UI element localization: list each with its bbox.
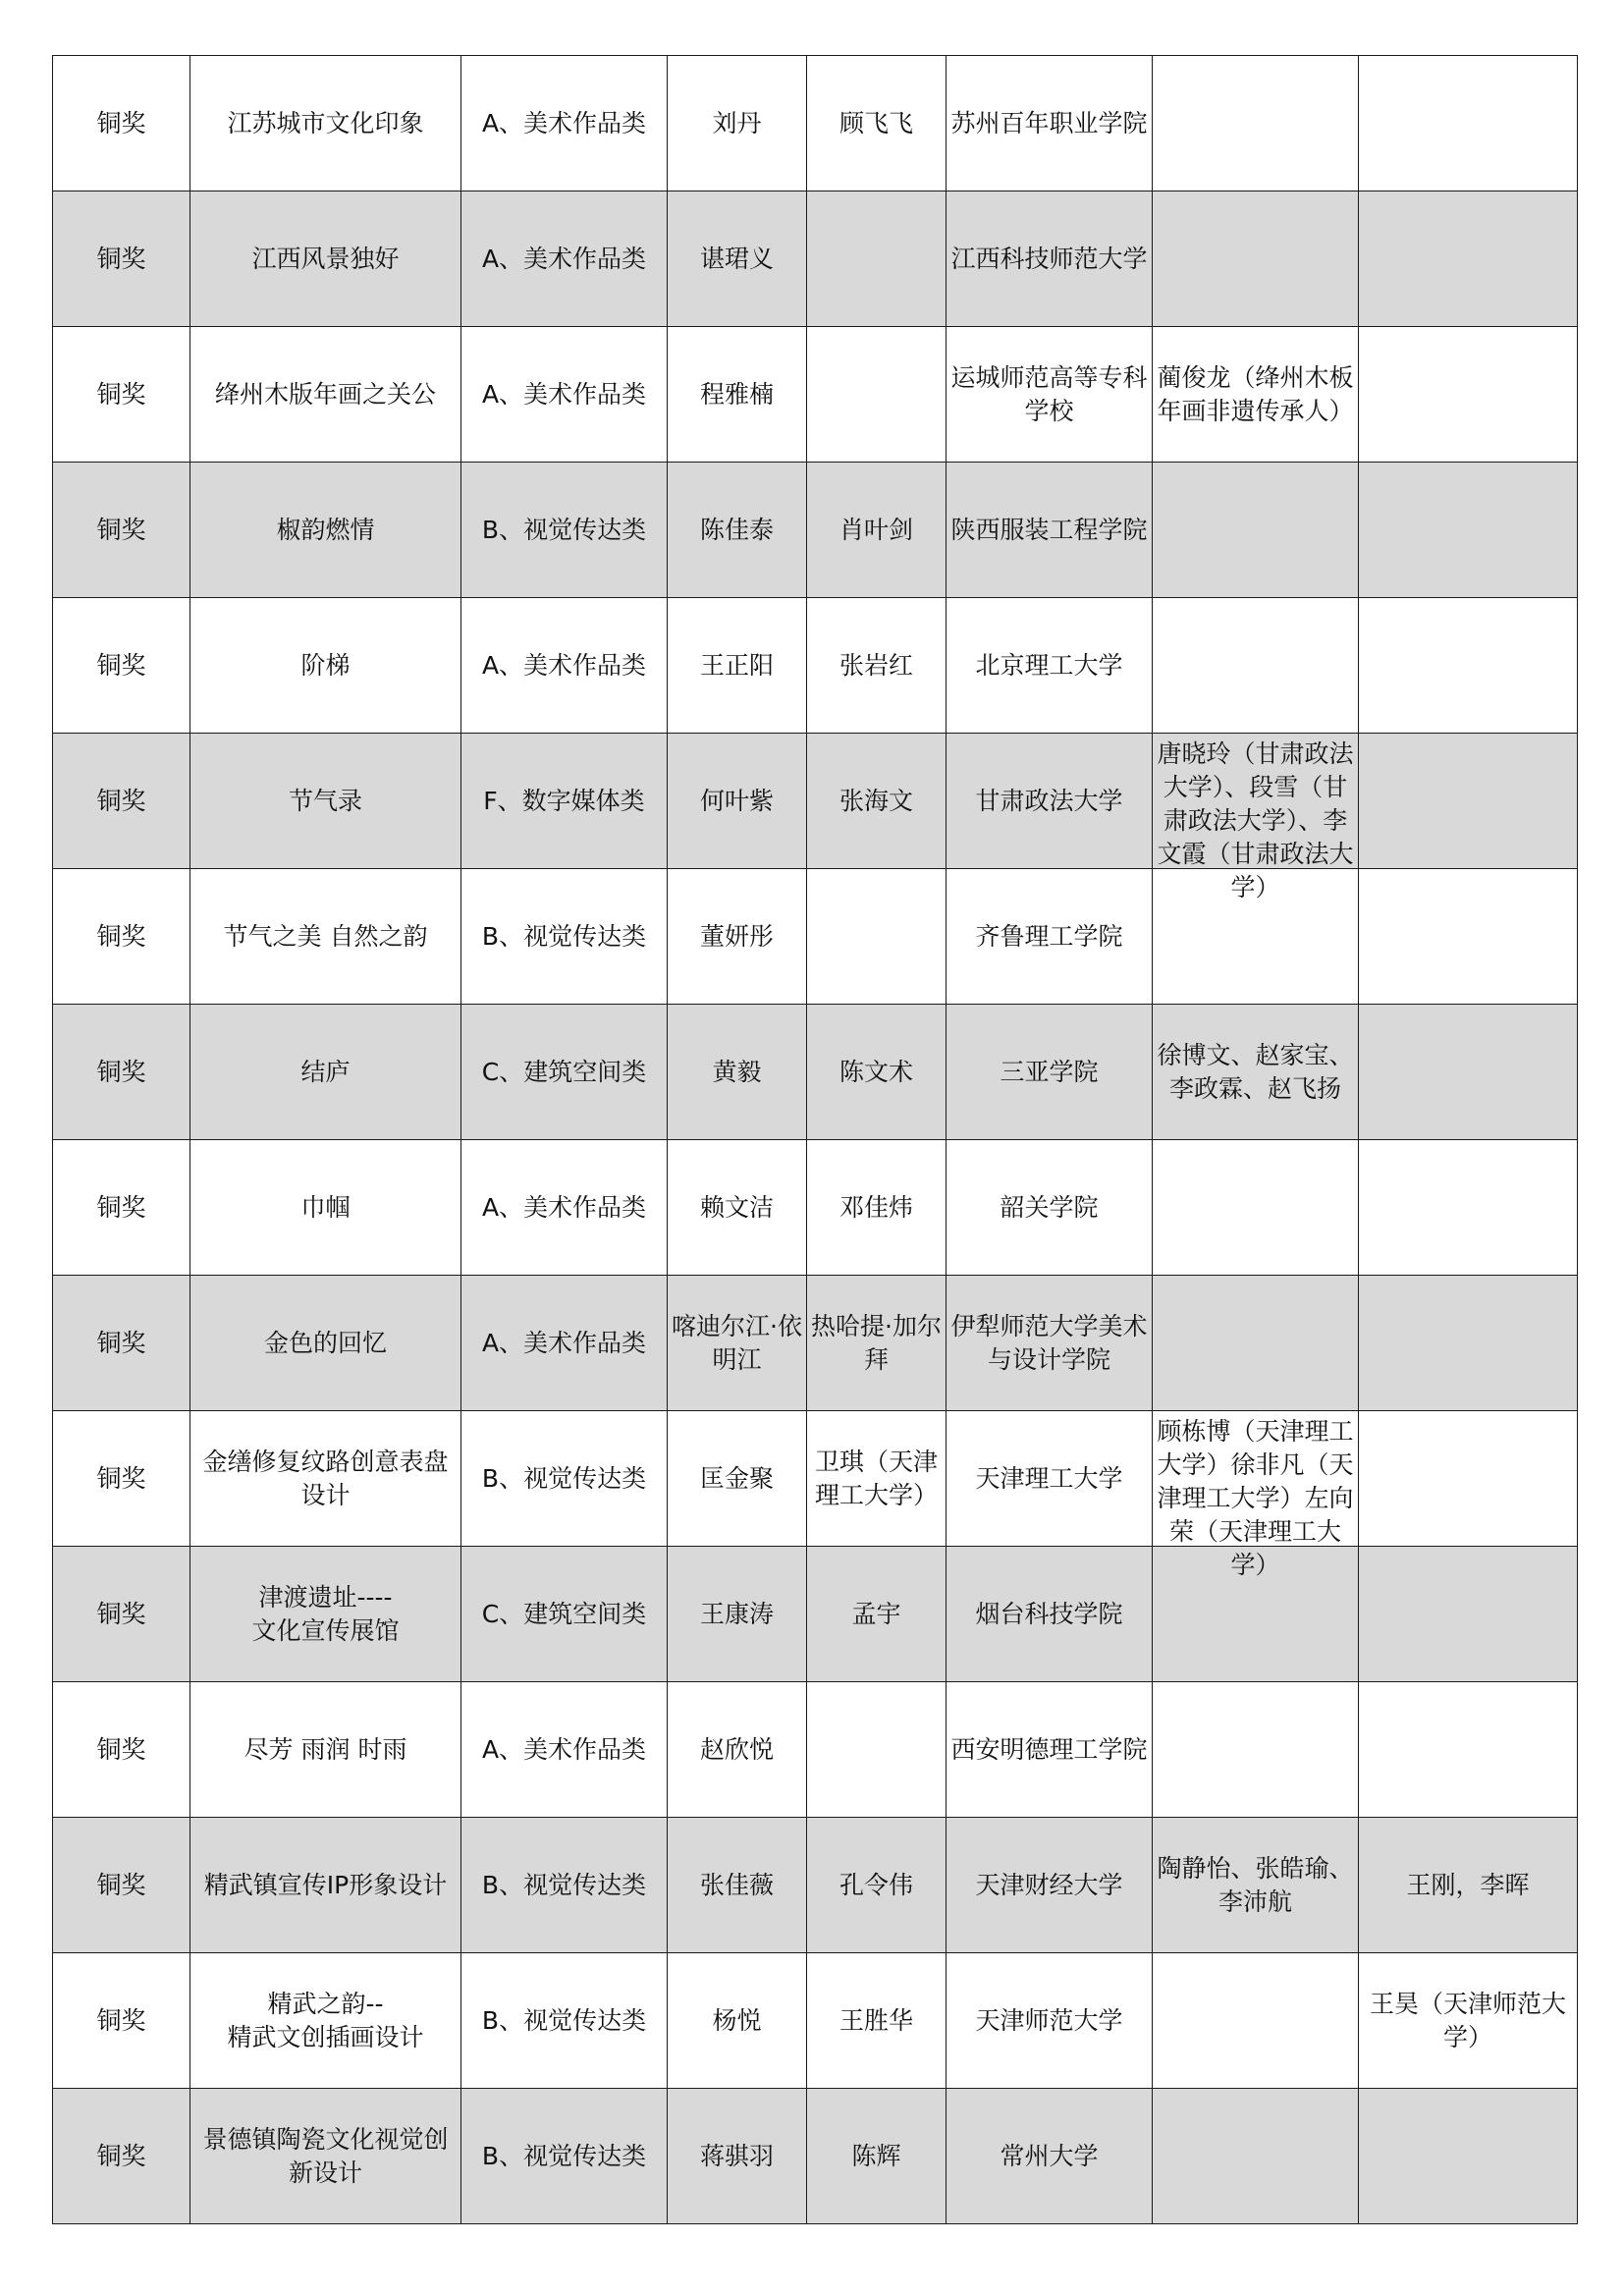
members-cell	[1153, 2089, 1359, 2224]
school-cell-text: 北京理工大学	[975, 650, 1123, 680]
title-cell	[190, 2089, 461, 2224]
other-advisors-cell	[1359, 1140, 1578, 1276]
author-cell-text: 王康涛	[699, 1599, 774, 1628]
award-cell-text: 铜奖	[96, 786, 146, 815]
school-cell	[947, 734, 1153, 869]
other-advisors-cell	[1359, 2089, 1578, 2224]
other-advisors-cell	[1359, 327, 1578, 463]
title-cell	[190, 598, 461, 734]
category-cell-text: A、美术作品类	[481, 1328, 647, 1357]
award-cell-text: 铜奖	[96, 108, 146, 137]
advisor-cell	[807, 191, 947, 327]
members-cell	[1153, 598, 1359, 734]
school-cell-text: 烟台科技学院	[975, 1599, 1123, 1628]
table-row	[53, 327, 1578, 463]
advisor-cell	[807, 869, 947, 1005]
title-cell	[190, 1818, 461, 1953]
title-cell-text: 阶梯	[300, 650, 351, 680]
award-cell	[53, 598, 190, 734]
title-cell	[190, 1140, 461, 1276]
advisor-cell	[807, 463, 947, 598]
category-cell-text: B、视觉传达类	[481, 1463, 647, 1493]
advisor-cell-text: 孔令伟	[839, 1870, 913, 1899]
author-cell-text: 刘丹	[712, 108, 762, 137]
other-advisors-cell	[1359, 191, 1578, 327]
author-cell	[668, 191, 807, 327]
other-advisors-cell	[1359, 869, 1578, 1005]
school-cell-text: 西安明德理工学院	[950, 1734, 1148, 1764]
award-cell-text: 铜奖	[96, 2005, 146, 2035]
category-cell-text: A、美术作品类	[481, 650, 647, 680]
title-cell-text: 江西风景独好	[251, 244, 400, 273]
author-cell-text: 赖文洁	[699, 1192, 774, 1222]
advisor-cell	[807, 1953, 947, 2089]
school-cell-text: 运城师范高等专科学校	[950, 362, 1148, 425]
award-cell-text: 铜奖	[96, 379, 146, 409]
category-cell-text: B、视觉传达类	[481, 2005, 647, 2035]
title-cell	[190, 1547, 461, 1682]
school-cell	[947, 191, 1153, 327]
author-cell	[668, 1818, 807, 1953]
members-cell	[1153, 1005, 1359, 1140]
table-row	[53, 1682, 1578, 1818]
awards-table-body	[53, 56, 1578, 2224]
title-cell-text: 江苏城市文化印象	[227, 108, 424, 137]
advisor-cell-text: 王胜华	[839, 2005, 913, 2035]
award-cell-text: 铜奖	[96, 515, 146, 544]
award-cell	[53, 191, 190, 327]
members-cell-text: 蔺俊龙（绛州木板年画非遗传承人）	[1157, 362, 1354, 425]
table-row	[53, 734, 1578, 869]
school-cell	[947, 2089, 1153, 2224]
advisor-cell	[807, 56, 947, 191]
advisor-cell	[807, 1547, 947, 1682]
author-cell	[668, 1682, 807, 1818]
advisor-cell-text: 孟宇	[851, 1599, 901, 1628]
title-cell	[190, 1411, 461, 1547]
category-cell	[461, 327, 668, 463]
award-cell-text: 铜奖	[96, 1599, 146, 1628]
award-cell	[53, 1953, 190, 2089]
category-cell	[461, 1547, 668, 1682]
other-advisors-cell-text: 王昊（天津师范大学）	[1369, 1989, 1566, 2051]
advisor-cell	[807, 1140, 947, 1276]
table-row	[53, 1005, 1578, 1140]
other-advisors-cell	[1359, 1411, 1578, 1547]
award-cell	[53, 1818, 190, 1953]
school-cell-text: 陕西服装工程学院	[950, 515, 1148, 544]
advisor-cell	[807, 1682, 947, 1818]
other-advisors-cell	[1359, 598, 1578, 734]
category-cell	[461, 56, 668, 191]
school-cell-text: 天津财经大学	[975, 1870, 1123, 1899]
advisor-cell	[807, 734, 947, 869]
author-cell-text: 匡金聚	[699, 1463, 774, 1493]
other-advisors-cell	[1359, 1953, 1578, 2089]
members-cell	[1153, 1953, 1359, 2089]
author-cell-text: 喀迪尔江·依明江	[672, 1311, 802, 1374]
author-cell	[668, 327, 807, 463]
title-cell-text: 金色的回忆	[263, 1328, 387, 1357]
table-row	[53, 869, 1578, 1005]
school-cell	[947, 869, 1153, 1005]
award-cell	[53, 1682, 190, 1818]
award-cell-text: 铜奖	[96, 2141, 146, 2170]
school-cell	[947, 1547, 1153, 1682]
category-cell	[461, 2089, 668, 2224]
title-cell-text: 椒韵燃情	[276, 515, 375, 544]
award-cell	[53, 327, 190, 463]
school-cell-text: 天津理工大学	[975, 1463, 1123, 1493]
school-cell	[947, 598, 1153, 734]
title-cell	[190, 1953, 461, 2089]
category-cell	[461, 598, 668, 734]
school-cell-text: 三亚学院	[1000, 1057, 1099, 1086]
category-cell	[461, 1682, 668, 1818]
title-cell-text: 金缮修复纹路创意表盘设计	[202, 1447, 449, 1509]
category-cell-text: F、数字媒体类	[483, 786, 645, 815]
author-cell-text: 张佳薇	[699, 1870, 774, 1899]
other-advisors-cell-text: 王刚，李晖	[1406, 1870, 1530, 1899]
advisor-cell-text: 邓佳炜	[839, 1192, 913, 1222]
author-cell	[668, 1276, 807, 1411]
category-cell-text: C、建筑空间类	[481, 1057, 647, 1086]
advisor-cell-text: 卫琪（天津理工大学）	[814, 1447, 938, 1509]
other-advisors-cell	[1359, 56, 1578, 191]
other-advisors-cell	[1359, 463, 1578, 598]
table-row	[53, 1411, 1578, 1547]
other-advisors-cell	[1359, 1682, 1578, 1818]
category-cell-text: B、视觉传达类	[481, 921, 647, 951]
advisor-cell	[807, 598, 947, 734]
category-cell	[461, 1276, 668, 1411]
school-cell	[947, 1411, 1153, 1547]
school-cell	[947, 1953, 1153, 2089]
category-cell-text: A、美术作品类	[481, 379, 647, 409]
category-cell	[461, 1411, 668, 1547]
author-cell-text: 蒋骐羽	[699, 2141, 774, 2170]
category-cell	[461, 869, 668, 1005]
category-cell-text: A、美术作品类	[481, 108, 647, 137]
award-cell	[53, 1411, 190, 1547]
school-cell-text: 常州大学	[1000, 2141, 1099, 2170]
table-row	[53, 1818, 1578, 1953]
other-advisors-cell	[1359, 1547, 1578, 1682]
school-cell	[947, 1276, 1153, 1411]
title-cell	[190, 1005, 461, 1140]
table-row	[53, 598, 1578, 734]
author-cell-text: 王正阳	[699, 650, 774, 680]
author-cell-text: 程雅楠	[699, 379, 774, 409]
school-cell-text: 韶关学院	[1000, 1192, 1099, 1222]
title-cell-text: 津渡遗址---- 文化宣传展馆	[251, 1582, 400, 1645]
other-advisors-cell	[1359, 734, 1578, 869]
title-cell	[190, 1276, 461, 1411]
award-cell	[53, 869, 190, 1005]
title-cell	[190, 869, 461, 1005]
category-cell	[461, 1818, 668, 1953]
table-row	[53, 1276, 1578, 1411]
members-cell	[1153, 191, 1359, 327]
advisor-cell	[807, 327, 947, 463]
award-cell-text: 铜奖	[96, 1057, 146, 1086]
school-cell-text: 天津师范大学	[975, 2005, 1123, 2035]
table-row	[53, 1547, 1578, 1682]
award-cell-text: 铜奖	[96, 1328, 146, 1357]
author-cell	[668, 1005, 807, 1140]
author-cell	[668, 734, 807, 869]
school-cell	[947, 327, 1153, 463]
award-cell	[53, 1005, 190, 1140]
title-cell	[190, 56, 461, 191]
category-cell-text: A、美术作品类	[481, 244, 647, 273]
title-cell	[190, 734, 461, 869]
advisor-cell	[807, 1276, 947, 1411]
school-cell	[947, 56, 1153, 191]
members-cell	[1153, 56, 1359, 191]
advisor-cell-text: 陈辉	[851, 2141, 901, 2170]
author-cell-text: 董妍彤	[699, 921, 774, 951]
members-cell-text: 陶静怡、张皓瑜、李沛航	[1157, 1853, 1354, 1916]
members-cell	[1153, 327, 1359, 463]
title-cell-text: 绛州木版年画之关公	[214, 379, 436, 409]
author-cell-text: 何叶紫	[699, 786, 774, 815]
author-cell-text: 黄毅	[712, 1057, 762, 1086]
title-cell-text: 精武之韵-- 精武文创插画设计	[227, 1989, 424, 2051]
award-cell	[53, 463, 190, 598]
advisor-cell-text: 热哈提·加尔拜	[811, 1311, 942, 1374]
school-cell	[947, 1140, 1153, 1276]
members-cell-text: 唐晓玲（甘肃政法大学）、段雪（甘肃政法大学）、李文霞（甘肃政法大学）	[1157, 738, 1354, 902]
members-cell	[1153, 1411, 1359, 1579]
category-cell	[461, 463, 668, 598]
title-cell	[190, 191, 461, 327]
advisor-cell-text: 肖叶剑	[839, 515, 913, 544]
school-cell	[947, 1005, 1153, 1140]
advisor-cell	[807, 1005, 947, 1140]
school-cell-text: 苏州百年职业学院	[950, 108, 1148, 137]
members-cell-text: 徐博文、赵家宝、李政霖、赵飞扬	[1157, 1040, 1354, 1103]
author-cell	[668, 56, 807, 191]
advisor-cell	[807, 1411, 947, 1547]
author-cell-text: 谌珺义	[699, 244, 774, 273]
table-row	[53, 191, 1578, 327]
advisor-cell-text: 张岩红	[839, 650, 913, 680]
members-cell	[1153, 734, 1359, 902]
title-cell-text: 精武镇宣传IP形象设计	[203, 1870, 448, 1899]
members-cell	[1153, 1818, 1359, 1953]
category-cell	[461, 734, 668, 869]
table-row	[53, 56, 1578, 191]
category-cell	[461, 1953, 668, 2089]
title-cell-text: 尽芳 雨润 时雨	[243, 1734, 407, 1764]
awards-table	[52, 55, 1578, 2224]
award-cell-text: 铜奖	[96, 244, 146, 273]
author-cell	[668, 1411, 807, 1547]
title-cell-text: 巾帼	[300, 1192, 351, 1222]
school-cell	[947, 463, 1153, 598]
award-cell	[53, 1276, 190, 1411]
award-cell-text: 铜奖	[96, 1463, 146, 1493]
award-cell	[53, 1140, 190, 1276]
advisor-cell-text: 顾飞飞	[839, 108, 913, 137]
category-cell-text: A、美术作品类	[481, 1734, 647, 1764]
award-cell	[53, 2089, 190, 2224]
category-cell-text: B、视觉传达类	[481, 1870, 647, 1899]
table-row	[53, 1953, 1578, 2089]
title-cell	[190, 1682, 461, 1818]
members-cell	[1153, 1140, 1359, 1276]
author-cell	[668, 1140, 807, 1276]
category-cell-text: A、美术作品类	[481, 1192, 647, 1222]
category-cell	[461, 1005, 668, 1140]
award-cell-text: 铜奖	[96, 921, 146, 951]
school-cell-text: 伊犁师范大学美术与设计学院	[950, 1311, 1148, 1374]
school-cell	[947, 1818, 1153, 1953]
award-cell-text: 铜奖	[96, 1870, 146, 1899]
school-cell-text: 甘肃政法大学	[975, 786, 1123, 815]
other-advisors-cell	[1359, 1276, 1578, 1411]
other-advisors-cell	[1359, 1818, 1578, 1953]
award-cell-text: 铜奖	[96, 1734, 146, 1764]
award-cell-text: 铜奖	[96, 1192, 146, 1222]
award-cell	[53, 734, 190, 869]
award-cell	[53, 1547, 190, 1682]
category-cell	[461, 191, 668, 327]
title-cell	[190, 327, 461, 463]
members-cell	[1153, 1682, 1359, 1818]
other-advisors-cell	[1359, 1005, 1578, 1140]
table-row	[53, 1140, 1578, 1276]
author-cell-text: 赵欣悦	[699, 1734, 774, 1764]
title-cell-text: 结庐	[300, 1057, 351, 1086]
school-cell	[947, 1682, 1153, 1818]
author-cell	[668, 2089, 807, 2224]
title-cell-text: 节气之美 自然之韵	[223, 921, 428, 951]
author-cell	[668, 1547, 807, 1682]
author-cell	[668, 598, 807, 734]
author-cell	[668, 1953, 807, 2089]
members-cell	[1153, 463, 1359, 598]
category-cell-text: C、建筑空间类	[481, 1599, 647, 1628]
advisor-cell-text: 张海文	[839, 786, 913, 815]
advisor-cell	[807, 1818, 947, 1953]
school-cell-text: 齐鲁理工学院	[975, 921, 1123, 951]
school-cell-text: 江西科技师范大学	[950, 244, 1148, 273]
title-cell	[190, 463, 461, 598]
title-cell-text: 景德镇陶瓷文化视觉创新设计	[202, 2124, 449, 2187]
category-cell	[461, 1140, 668, 1276]
award-cell-text: 铜奖	[96, 650, 146, 680]
advisor-cell-text: 陈文术	[839, 1057, 913, 1086]
author-cell-text: 陈佳泰	[699, 515, 774, 544]
award-cell	[53, 56, 190, 191]
title-cell-text: 节气录	[288, 786, 362, 815]
table-row	[53, 463, 1578, 598]
author-cell	[668, 869, 807, 1005]
category-cell-text: B、视觉传达类	[481, 2141, 647, 2170]
advisor-cell	[807, 2089, 947, 2224]
category-cell-text: B、视觉传达类	[481, 515, 647, 544]
author-cell	[668, 463, 807, 598]
members-cell-text: 顾栋博（天津理工大学）徐非凡（天津理工大学）左向荣（天津理工大学）	[1157, 1416, 1354, 1579]
table-row	[53, 2089, 1578, 2224]
author-cell-text: 杨悦	[712, 2005, 762, 2035]
members-cell	[1153, 1276, 1359, 1411]
